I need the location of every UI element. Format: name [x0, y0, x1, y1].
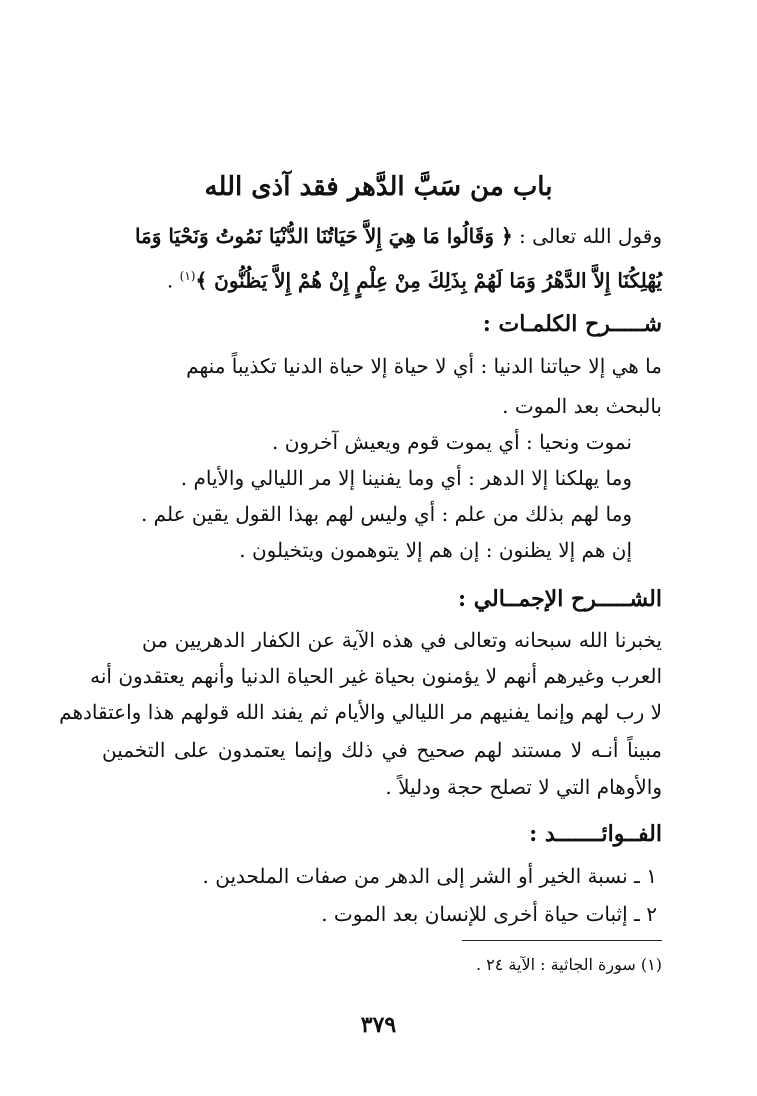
summary-line: العرب وغيرهم أنهم لا يؤمنون بحياة غير الحياة الدنيا وأنهم يعتقدون أنه: [90, 664, 662, 688]
summary-line: مبيناً أنـه لا مستند لهم صحيح في ذلك وإنما يعتمدون على التخمين: [102, 738, 662, 762]
verse-line-1: [135, 222, 662, 250]
vocab-item: ما هي إلا حياتنا الدنيا : أي لا حياة إلا حياة الدنيا تكذيباً منهم: [186, 354, 662, 378]
summary-line: لا رب لهم وإنما يفنيهم مر الليالي والأيام ثم يفند الله قولهم هذا واعتقادهم: [59, 700, 662, 724]
footnote-divider: [462, 940, 662, 941]
summary-heading: الشـــــرح الإجمــالي :: [457, 586, 662, 612]
vocab-item: إن هم إلا يظنون : إن هم إلا يتوهمون ويتخيلون .: [239, 538, 632, 562]
verse-line-2: [167, 262, 662, 295]
footnote-marker: (١): [179, 269, 196, 283]
footnote: (١) سورة الجاثية : الآية ٢٤ .: [475, 955, 662, 974]
summary-line: والأوهام التي لا تصلح حجة ودليلاً .: [385, 775, 662, 799]
summary-line: يخبرنا الله سبحانه وتعالى في هذه الآية عن الكفار الدهريين من: [142, 628, 662, 652]
verse-text-2: يُهْلِكُنَا إِلاَّ الدَّهْرُ وَمَا لَهُمْ بِذَلِكَ مِنْ عِلْمٍ إِنْ هُمْ إِلاَّ يَظُنُّونَ ﴾: [195, 268, 662, 293]
verse-text-1: ﴿ وَقَالُوا مَا هِيَ إِلاَّ حَيَاتُنَا الدُّنْيَا نَمُوتُ وَنَحْيَا وَمَا: [134, 224, 513, 248]
benefit-item: ١ ـ نسبة الخير أو الشر إلى الدهر من صفات الملحدين .: [202, 864, 657, 888]
vocab-heading: شـــــرح الكلمـات :: [482, 311, 662, 337]
vocab-item: وما يهلكنا إلا الدهر : أي وما يفنينا إلا مر الليالي والأيام .: [180, 466, 632, 490]
page-number: ٣٧٩: [360, 1012, 397, 1038]
verse-intro: وقول الله تعالى :: [519, 224, 662, 248]
benefit-item: ٢ ـ إثبات حياة أخرى للإنسان بعد الموت .: [321, 902, 657, 926]
vocab-item: نموت ونحيا : أي يموت قوم ويعيش آخرون .: [272, 430, 632, 454]
vocab-item: بالبحث بعد الموت .: [502, 394, 662, 418]
page-title: باب من سَبَّ الدَّهر فقد آذى الله: [204, 172, 553, 202]
benefits-heading: الفــوائـــــــد :: [529, 821, 662, 847]
verse-end: .: [166, 268, 174, 293]
vocab-item: وما لهم بذلك من علم : أي وليس لهم بهذا القول يقين علم .: [140, 502, 632, 526]
